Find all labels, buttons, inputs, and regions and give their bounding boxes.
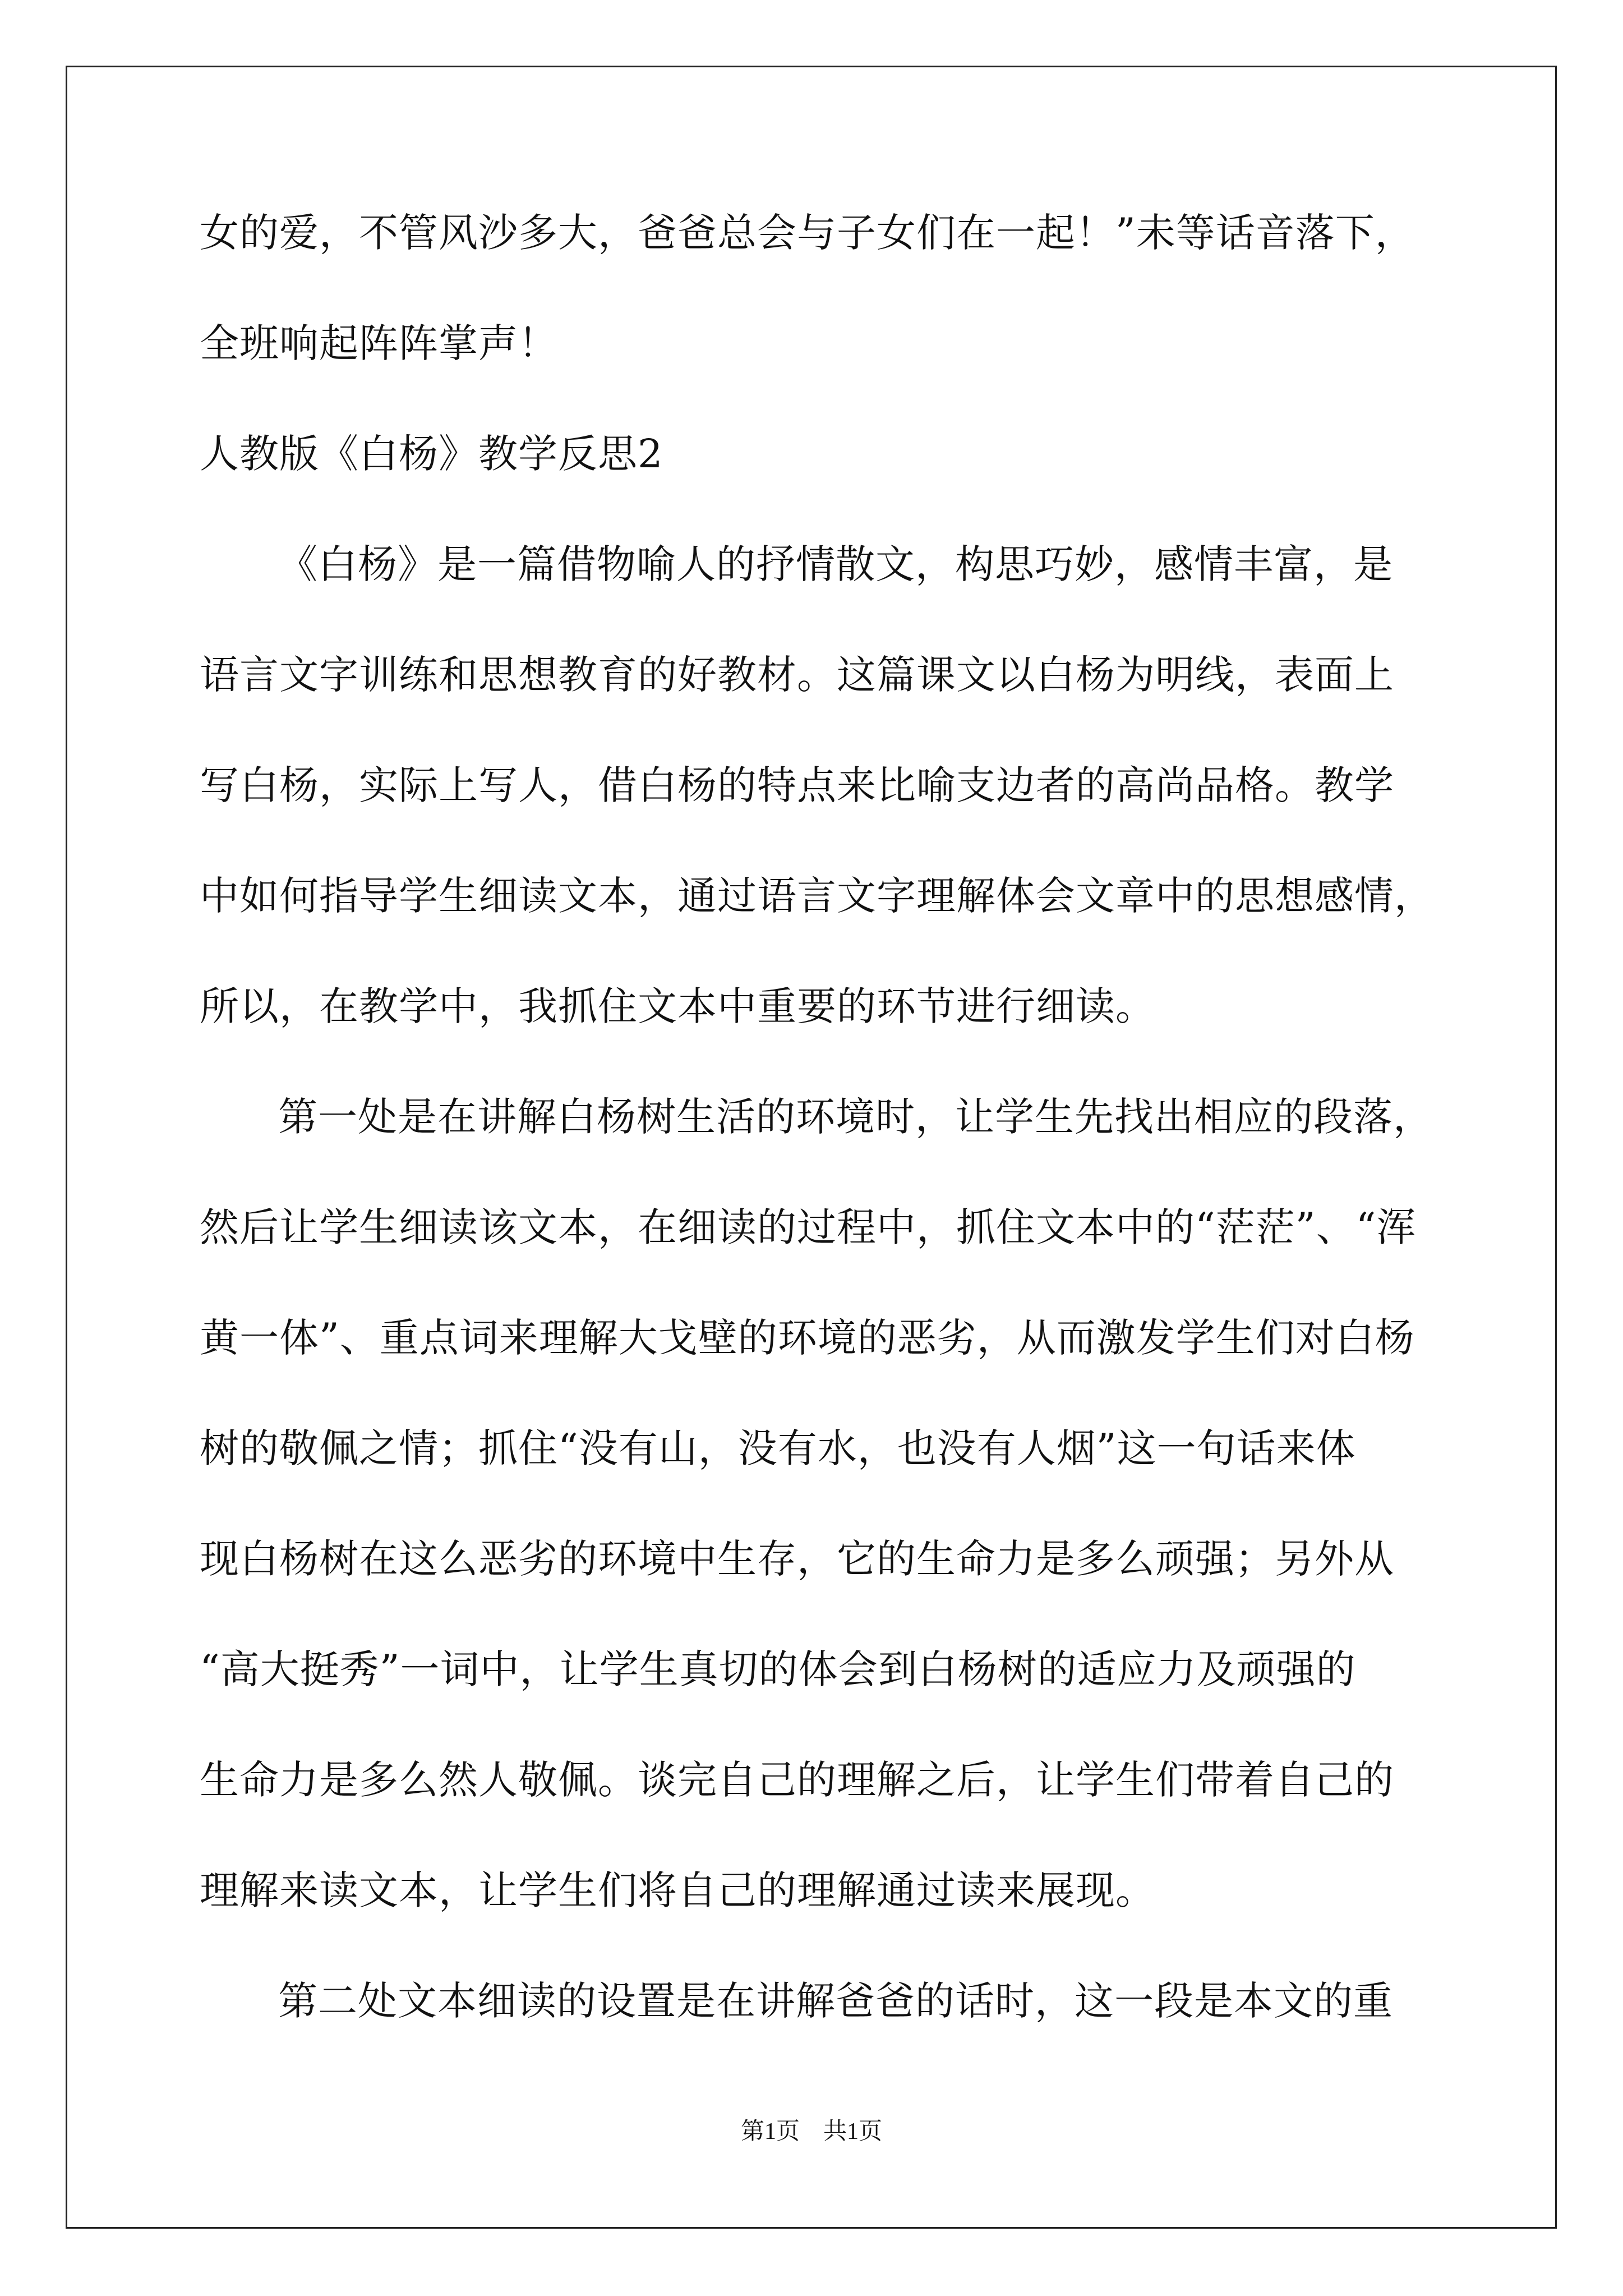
text-line: 所以，在教学中，我抓住文本中重要的环节进行细读。: [200, 983, 1155, 1029]
text-line: “高大挺秀”一词中，让学生真切的体会到白杨树的适应力及顽强的: [200, 1646, 1356, 1692]
text-line: 语言文字训练和思想教育的好教材。这篇课文以白杨为明线，表面上: [200, 652, 1394, 698]
text-line: 理解来读文本，让学生们将自己的理解通过读来展现。: [200, 1867, 1155, 1913]
text-line: 黄一体”、重点词来理解大戈壁的环境的恶劣，从而激发学生们对白杨: [200, 1315, 1415, 1361]
text-line: 树的敬佩之情；抓住“没有山，没有水，也没有人烟”这一句话来体: [200, 1425, 1356, 1471]
text-line: 中如何指导学生细读文本，通过语言文字理解体会文章中的思想感情，: [200, 873, 1434, 919]
text-line: 全班响起阵阵掌声！: [200, 320, 558, 366]
section-heading: 人教版《白杨》教学反思2: [200, 431, 663, 477]
paragraph-first-line: 第一处是在讲解白杨树生活的环境时，让学生先找出相应的段落，: [278, 1094, 1433, 1140]
text-line: 生命力是多么然人敬佩。谈完自己的理解之后，让学生们带着自己的: [200, 1757, 1394, 1803]
text-line: 然后让学生细读该文本，在细读的过程中，抓住文本中的“茫茫”、“浑: [200, 1204, 1417, 1250]
text-line: 女的爱，不管风沙多大，爸爸总会与子女们在一起！”未等话音落下，: [200, 210, 1415, 256]
text-line: 写白杨，实际上写人，借白杨的特点来比喻支边者的高尚品格。教学: [200, 762, 1394, 808]
paragraph-first-line: 第二处文本细读的设置是在讲解爸爸的话时，这一段是本文的重: [278, 1978, 1393, 2024]
page-number-footer: 第1页 共1页: [740, 2119, 882, 2145]
text-line: 现白杨树在这么恶劣的环境中生存，它的生命力是多么顽强；另外从: [200, 1536, 1394, 1582]
paragraph-first-line: 《白杨》是一篇借物喻人的抒情散文，构思巧妙，感情丰富，是: [278, 541, 1393, 587]
document-body: [200, 210, 1434, 2092]
